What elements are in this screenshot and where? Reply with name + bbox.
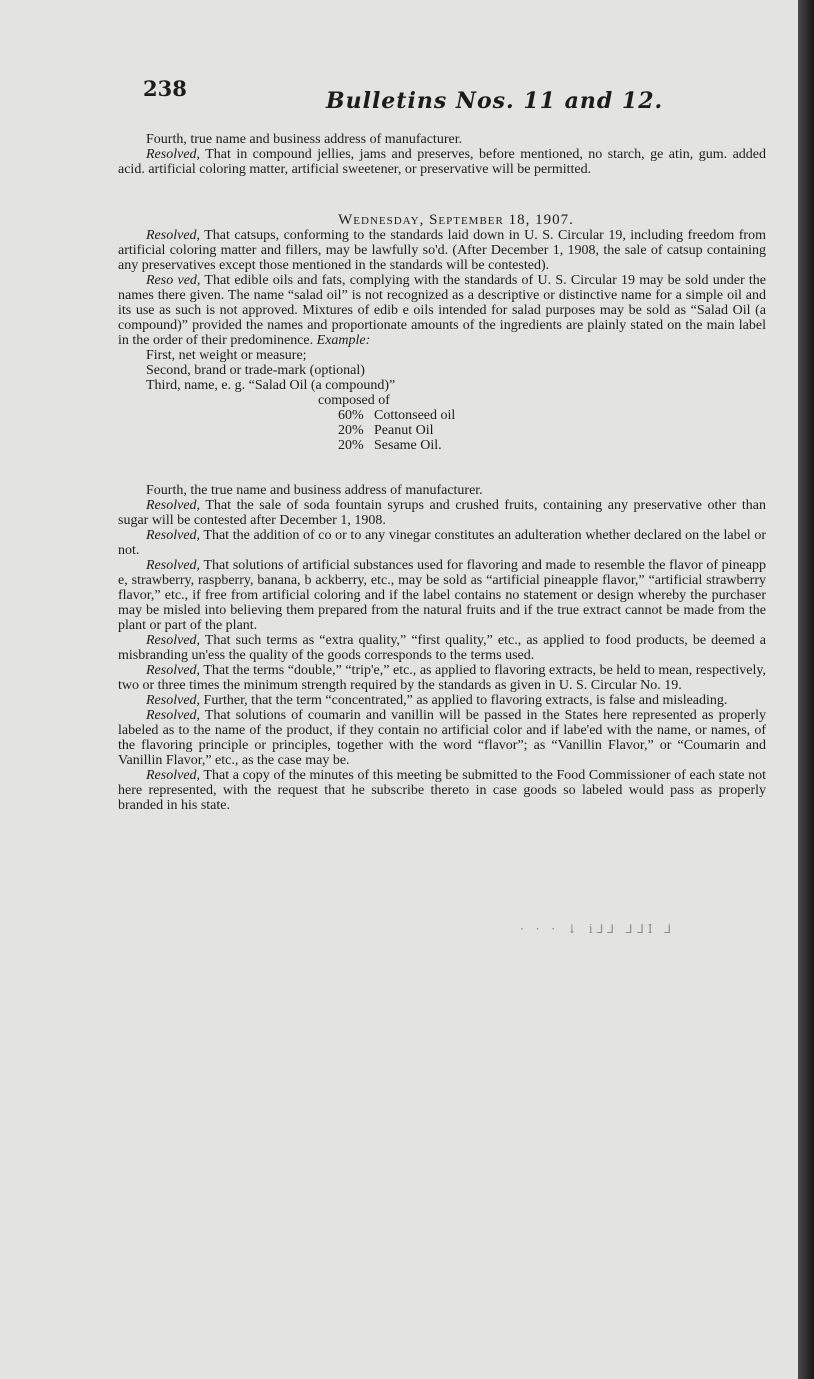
paragraph-resolved <box>118 693 766 708</box>
ingredient-name: Cottonseed oil <box>374 408 456 423</box>
resolved-label: Resolved, <box>146 663 201 678</box>
bleed-through-mark: · · · ↓ ⅰ⅃⅃ ⅃ᒧⅠ ⅃ <box>520 922 676 936</box>
paragraph-resolved <box>118 708 766 768</box>
list-item: Second, brand or trade-mark (optional) <box>146 363 365 378</box>
ingredient-percent: 20% <box>338 423 364 438</box>
paragraph-resolved <box>118 633 766 663</box>
example-label: Example: <box>316 333 371 348</box>
paragraph-resolved-oils <box>118 273 766 348</box>
paragraph-fourth: Fourth, true name and business address of manufacturer. <box>146 132 463 147</box>
paragraph-text: That solutions of coumarin and vanillin will be passed in the States here represented as properly labeled as to the name of the product, if they contain no artificial color and if labe'ed with the name, or names, of the flavoring principle or principles, together with the word “flavor”; as “Vanillin Flavor,” or “Coumarin and Vanillin Flavor,” etc., as the case may be. <box>118 708 766 768</box>
resolved-label: Resolved, <box>146 147 201 162</box>
resolved-label: Resolved, <box>146 558 201 573</box>
resolved-label: Resolved, <box>146 633 201 648</box>
book-edge <box>798 0 814 1379</box>
paragraph-fourth: Fourth, the true name and business address of manufacturer. <box>146 483 483 498</box>
resolved-label: Resolved, <box>146 693 201 708</box>
list-item: First, net weight or measure; <box>146 348 307 363</box>
paragraph-text: That the sale of soda fountain syrups and crushed fruits, containing any preservative other than sugar will be contested after December 1, 1908. <box>118 498 766 528</box>
paragraph-resolved <box>118 528 766 558</box>
ingredient-percent: 20% <box>338 438 364 453</box>
paragraph-text: That the terms “double,” “trip'e,” etc., as applied to flavoring extracts, be held to mean, respectively, two or three times the minimum strength required by the standards as given in U. S. Circular No. 19. <box>118 663 766 693</box>
list-item: Third, name, e. g. “Salad Oil (a compound)” <box>146 378 396 393</box>
ingredients-list <box>338 408 766 453</box>
resolved-label: Resolved, <box>146 228 201 243</box>
paragraph-resolved-jellies <box>118 147 766 177</box>
page-number: 238 <box>143 76 187 101</box>
ingredient-name: Peanut Oil <box>374 423 434 438</box>
page-body <box>118 132 766 813</box>
paragraph-text: That catsups, conforming to the standards laid down in U. S. Circular 19, including freedom from artificial coloring matter and fillers, may be lawfully so'd. (After December 1, 1908, the sale of catsup containing any preservatives except those mentioned in the standards will be contested). <box>118 228 766 273</box>
paragraph-text: That edible oils and fats, complying with the standards of U. S. Circular 19 may be sold under the names there given. The name “salad oil” is not recognized as a descriptive or distinctive name for a simple oil and its use as such is not approved. Mixtures of edib e oils intended for salad purposes may be sold as “Salad Oil (a compound)” provided the names and proportionate amounts of the ingredients are plainly stated on the main label in the order of their predominence. <box>118 273 766 348</box>
resolved-label: Resolved, <box>146 528 201 543</box>
paragraph-text: That solutions of artificial substances used for flavoring and made to resemble the flavor of pineapp e, strawberry, raspberry, banana, b ackberry, etc., may be sold as “artificial pineapple flavor,” “artificial strawberry flavor,” etc., if free from artificial coloring and if the label contains no statement or design whereby the purchaser may be misled into believing them prepared from the natural fruits and if the true extract cannot be made from the plant or part of the plant. <box>118 558 766 633</box>
label-requirements-list <box>146 348 766 393</box>
resolved-label: Resolved, <box>146 498 201 513</box>
ingredient-percent: 60% <box>338 408 364 423</box>
paragraph-text: Further, that the term “concentrated,” as applied to flavoring extracts, is false and misleading. <box>200 693 728 708</box>
resolved-label: Reso ved, <box>146 273 201 288</box>
paragraph-resolved <box>118 663 766 693</box>
paragraph-text: That such terms as “extra quality,” “first quality,” etc., as applied to food products, be deemed a misbranding un'ess the quality of the goods corresponds to the terms used. <box>118 633 766 663</box>
resolved-label: Resolved, <box>146 708 201 723</box>
paragraph-resolved-catsup <box>118 228 766 273</box>
ingredient-name: Sesame Oil. <box>374 438 442 453</box>
ingredient-row <box>338 408 766 423</box>
resolved-label: Resolved, <box>146 768 201 783</box>
paragraph-resolved <box>118 498 766 528</box>
section-heading: Wednesday, September 18, 1907. <box>338 212 574 228</box>
paragraph-text: That the addition of co or to any vinegar constitutes an adulteration whether declared on the label or not. <box>118 528 766 558</box>
paragraph-resolved <box>118 558 766 633</box>
paragraph-text: That in compound jellies, jams and preserves, before mentioned, no starch, ge atin, gum. added acid. artificial coloring matter, artificial sweetener, or preservative will be permitted. <box>118 147 766 177</box>
ingredient-row <box>338 438 766 453</box>
running-head: Bulletins Nos. 11 and 12. <box>326 88 664 114</box>
paragraph-text: That a copy of the minutes of this meeting be submitted to the Food Commissioner of each state not here represented, with the request that he subscribe thereto in case goods so labeled would pass as properly branded in his state. <box>118 768 766 813</box>
paragraph-resolved <box>118 768 766 813</box>
ingredient-row <box>338 423 766 438</box>
composed-of-label: composed of <box>318 393 390 408</box>
